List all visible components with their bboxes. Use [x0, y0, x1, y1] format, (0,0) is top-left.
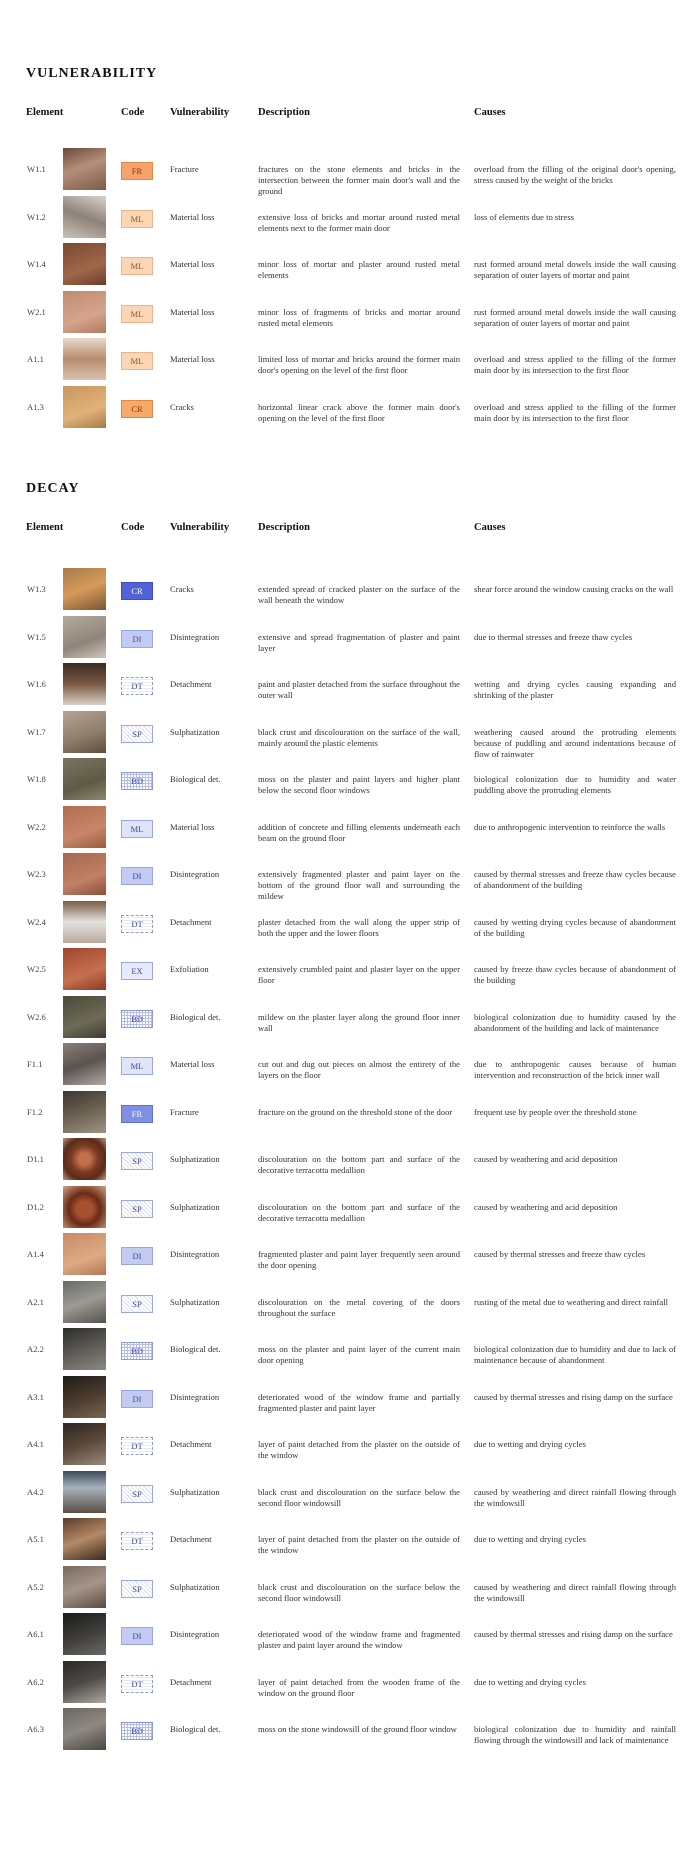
vulnerability-type: Detachment [170, 1676, 212, 1687]
code-badge: DT [121, 915, 153, 933]
element-id: F1.1 [27, 1059, 43, 1069]
vulnerability-type: Material loss [170, 821, 215, 832]
code-badge: BD [121, 1342, 153, 1360]
causes-text: caused by thermal stresses and rising damp on the surface [474, 1629, 673, 1639]
header-vulnerability: Vulnerability [170, 522, 230, 533]
vulnerability-type: Material loss [170, 354, 215, 364]
vulnerability-type: Detachment [170, 1439, 212, 1449]
element-id: W1.2 [27, 211, 46, 222]
code-badge: SP [121, 1152, 153, 1170]
causes-text: weathering caused around the protruding elements because of puddling and around indentations because of flow of rainwater [474, 726, 676, 759]
code-badge: DI [121, 1247, 153, 1265]
table-row [0, 1328, 697, 1374]
element-photo [63, 1281, 106, 1323]
causes-text: rust formed around metal dowels inside the wall causing separation of outer layers of mortar and paint [474, 259, 676, 280]
table-row [0, 901, 697, 947]
description-text: limited loss of mortar and bricks around the former main door's opening on the level of the first floor [258, 354, 460, 375]
element-id: W2.2 [27, 821, 46, 832]
vulnerability-type: Fracture [170, 1106, 199, 1117]
code-badge: DI [121, 1627, 153, 1645]
table-row [0, 243, 697, 289]
causes-text: caused by weathering and direct rainfall flowing through the windowsill [474, 1581, 676, 1603]
element-photo [63, 196, 106, 238]
header-description: Description [258, 107, 310, 118]
description-text: moss on the plaster and paint layers and higher plant below the second floor windows [258, 774, 460, 795]
header-description: Description [258, 522, 310, 533]
description-text: paint and plaster detached from the surface throughout the outer wall [258, 679, 460, 700]
table-row [0, 1423, 697, 1469]
element-photo [63, 948, 106, 990]
causes-text: biological colonization due to humidity caused by the abandonment of the building and lack of maintenance [474, 1011, 676, 1033]
element-photo [63, 901, 106, 943]
table-row [0, 1518, 697, 1564]
description-text: extended spread of cracked plaster on the surface of the wall beneath the window [258, 584, 460, 605]
element-photo [63, 1233, 106, 1275]
vulnerability-type: Cracks [170, 401, 194, 412]
vulnerability-type: Sulphatization [170, 726, 220, 737]
code-badge: SP [121, 725, 153, 743]
element-id: A3.1 [27, 1391, 44, 1402]
code-badge: CR [121, 582, 153, 600]
causes-text: biological colonization due to humidity and rainfall flowing through the windowsill and lack of maintenance [474, 1724, 676, 1745]
header-code: Code [121, 522, 145, 533]
causes-text: caused by thermal stresses and rising damp on the surface [474, 1391, 673, 1402]
header-vulnerability: Vulnerability [170, 107, 230, 118]
causes-text: caused by weathering and acid deposition [474, 1201, 618, 1212]
vulnerability-type: Cracks [170, 584, 194, 594]
table-row [0, 1471, 697, 1517]
element-id: W2.1 [27, 306, 46, 317]
description-text: discolouration on the metal covering of the doors throughout the surface [258, 1296, 460, 1318]
vulnerability-type: Disintegration [170, 1629, 220, 1639]
causes-text: caused by thermal stresses and freeze thaw cycles because of abandonment of the building [474, 869, 676, 890]
element-photo [63, 243, 106, 285]
vulnerability-type: Material loss [170, 1059, 215, 1069]
element-photo [63, 148, 106, 190]
element-photo [63, 1186, 106, 1228]
element-id: W2.3 [27, 869, 46, 879]
causes-text: due to anthropogenic causes because of human intervention and reconstruction of the brick inner wall [474, 1059, 676, 1080]
vulnerability-type: Sulphatization [170, 1581, 220, 1592]
element-id: A4.1 [27, 1439, 44, 1449]
vulnerability-type: Sulphatization [170, 1486, 220, 1497]
description-text: layer of paint detached from the wooden frame of the window on the ground floor [258, 1676, 460, 1698]
vulnerability-type: Detachment [170, 679, 212, 689]
element-photo [63, 1518, 106, 1560]
description-text: discolouration on the bottom part and surface of the decorative terracotta medallion [258, 1154, 460, 1175]
description-text: black crust and discolouration on the surface of the wall, mainly around the plastic elements [258, 726, 460, 748]
vulnerability-type: Biological det. [170, 1344, 221, 1354]
code-badge: DI [121, 1390, 153, 1408]
element-photo [63, 1708, 106, 1750]
decay-title: DECAY [26, 481, 80, 496]
vulnerability-type: Disintegration [170, 1391, 220, 1402]
table-row [0, 663, 697, 709]
code-badge: ML [121, 305, 153, 323]
table-row [0, 1376, 697, 1422]
element-id: D1.1 [27, 1154, 44, 1164]
element-id: A1.1 [27, 354, 44, 364]
vulnerability-type: Biological det. [170, 1011, 221, 1022]
element-photo [63, 1566, 106, 1608]
vulnerability-type: Disintegration [170, 631, 220, 642]
element-id: A6.1 [27, 1629, 44, 1639]
code-badge: DT [121, 1532, 153, 1550]
description-text: extensive loss of bricks and mortar around rusted metal elements next to the former main door [258, 211, 460, 233]
header-causes: Causes [474, 522, 506, 533]
vulnerability-type: Sulphatization [170, 1201, 220, 1212]
vulnerability-type: Fracture [170, 164, 199, 174]
element-photo [63, 1091, 106, 1133]
causes-text: caused by thermal stresses and freeze thaw cycles [474, 1249, 646, 1259]
element-photo [63, 853, 106, 895]
element-photo [63, 1043, 106, 1085]
element-photo [63, 1138, 106, 1180]
vulnerability-type: Material loss [170, 306, 215, 317]
code-badge: ML [121, 210, 153, 228]
header-code: Code [121, 107, 145, 118]
element-id: A5.1 [27, 1534, 44, 1544]
element-photo [63, 1376, 106, 1418]
causes-text: caused by weathering and acid deposition [474, 1154, 618, 1164]
vulnerability-type: Detachment [170, 916, 212, 927]
header-causes: Causes [474, 107, 506, 118]
code-badge: DT [121, 1437, 153, 1455]
code-badge: SP [121, 1200, 153, 1218]
description-text: plaster detached from the wall along the upper strip of both the upper and the lower floors [258, 916, 460, 938]
element-photo [63, 291, 106, 333]
code-badge: DI [121, 630, 153, 648]
vulnerability-type: Exfoliation [170, 964, 209, 974]
element-id: D1.2 [27, 1201, 44, 1212]
vulnerability-type: Sulphatization [170, 1296, 220, 1307]
code-badge: SP [121, 1580, 153, 1598]
table-row [0, 291, 697, 337]
element-id: W1.7 [27, 726, 46, 737]
vulnerability-type: Disintegration [170, 869, 220, 879]
causes-text: rusting of the metal due to weathering and direct rainfall [474, 1296, 669, 1307]
vulnerability-type: Disintegration [170, 1249, 220, 1259]
causes-text: rust formed around metal dowels inside the wall causing separation of outer layers of mortar and paint [474, 306, 676, 328]
vulnerability-type: Sulphatization [170, 1154, 220, 1164]
table-row [0, 148, 697, 194]
element-id: A6.2 [27, 1676, 44, 1687]
description-text: moss on the stone windowsill of the ground floor window [258, 1724, 457, 1734]
code-badge: ML [121, 820, 153, 838]
table-row [0, 711, 697, 757]
element-photo [63, 1661, 106, 1703]
vulnerability-type: Material loss [170, 211, 215, 222]
code-badge: BD [121, 1010, 153, 1028]
description-text: extensively crumbled paint and plaster layer on the upper floor [258, 964, 460, 985]
description-text: fragmented plaster and paint layer frequently seen around the door opening [258, 1249, 460, 1270]
element-photo [63, 758, 106, 800]
element-id: W1.5 [27, 631, 46, 642]
causes-text: due to wetting and drying cycles [474, 1439, 586, 1449]
element-photo [63, 711, 106, 753]
code-badge: EX [121, 962, 153, 980]
element-photo [63, 996, 106, 1038]
description-text: deteriorated wood of the window frame and fragmented plaster and paint layer around the window [258, 1629, 460, 1650]
element-id: W1.8 [27, 774, 46, 784]
description-text: black crust and discolouration on the surface below the second floor windowsill [258, 1581, 460, 1603]
description-text: layer of paint detached from the plaster on the outside of the window [258, 1534, 460, 1555]
table-row [0, 758, 697, 804]
element-id: W2.4 [27, 916, 46, 927]
causes-text: due to thermal stresses and freeze thaw cycles [474, 631, 633, 642]
description-text: deteriorated wood of the window frame and partially fragmented plaster and paint layer [258, 1391, 460, 1413]
causes-text: caused by weathering and direct rainfall flowing through the windowsill [474, 1486, 676, 1508]
causes-text: overload and stress applied to the filling of the former main door by its intersection to the first floor [474, 354, 676, 375]
element-photo [63, 386, 106, 428]
code-badge: ML [121, 1057, 153, 1075]
causes-text: due to wetting and drying cycles [474, 1534, 586, 1544]
vulnerability-type: Biological det. [170, 774, 221, 784]
causes-text: wetting and drying cycles causing expanding and shrinking of the plaster [474, 679, 676, 700]
description-text: moss on the plaster and paint layer of the current main door opening [258, 1344, 460, 1365]
causes-text: due to anthropogenic intervention to reinforce the walls [474, 821, 666, 832]
table-row [0, 853, 697, 899]
causes-text: shear force around the window causing cracks on the wall [474, 584, 674, 594]
description-text: layer of paint detached from the plaster on the outside of the window [258, 1439, 460, 1460]
element-id: A2.1 [27, 1296, 44, 1307]
description-text: cut out and dug out pieces on almost the entirety of the layers on the floor [258, 1059, 460, 1080]
element-id: W1.1 [27, 164, 46, 174]
table-row [0, 1043, 697, 1089]
code-badge: DT [121, 677, 153, 695]
description-text: mildew on the plaster layer along the ground floor inner wall [258, 1011, 460, 1033]
element-id: W2.6 [27, 1011, 46, 1022]
element-id: A1.3 [27, 401, 44, 412]
element-photo [63, 1423, 106, 1465]
code-badge: FR [121, 162, 153, 180]
table-row [0, 1613, 697, 1659]
element-photo [63, 663, 106, 705]
table-row [0, 1138, 697, 1184]
element-photo [63, 1471, 106, 1513]
vulnerability-title: VULNERABILITY [26, 66, 158, 81]
description-text: addition of concrete and filling elements underneath each beam on the ground floor [258, 821, 460, 843]
code-badge: DI [121, 867, 153, 885]
element-id: F1.2 [27, 1106, 43, 1117]
description-text: fractures on the stone elements and bricks in the intersection between the former main door's wall and the ground [258, 164, 460, 196]
element-id: W2.5 [27, 964, 46, 974]
code-badge: FR [121, 1105, 153, 1123]
table-row [0, 616, 697, 662]
code-badge: BD [121, 772, 153, 790]
vulnerability-type: Biological det. [170, 1724, 221, 1734]
element-id: A2.2 [27, 1344, 44, 1354]
table-row [0, 1708, 697, 1754]
code-badge: SP [121, 1485, 153, 1503]
element-photo [63, 806, 106, 848]
causes-text: loss of elements due to stress [474, 211, 575, 222]
causes-text: caused by wetting drying cycles because of abandonment of the building [474, 916, 676, 938]
table-row [0, 386, 697, 432]
element-photo [63, 616, 106, 658]
description-text: minor loss of fragments of bricks and mortar around rusted metal elements [258, 306, 460, 328]
code-badge: ML [121, 352, 153, 370]
element-id: A1.4 [27, 1249, 44, 1259]
header-element: Element [26, 107, 64, 118]
table-row [0, 996, 697, 1042]
causes-text: caused by freeze thaw cycles because of abandonment of the building [474, 964, 676, 985]
description-text: extensive and spread fragmentation of plaster and paint layer [258, 631, 460, 653]
table-row [0, 196, 697, 242]
element-photo [63, 1328, 106, 1370]
code-badge: BD [121, 1722, 153, 1740]
code-badge: CR [121, 400, 153, 418]
description-text: extensively fragmented plaster and paint layer on the bottom of the ground floor wall and surrounding the mildew [258, 869, 460, 901]
causes-text: biological colonization due to humidity and water puddling above the protruding elements [474, 774, 676, 795]
element-photo [63, 1613, 106, 1655]
table-row [0, 338, 697, 384]
causes-text: overload from the filling of the original door's opening, stress caused by the weight of the bricks [474, 164, 676, 185]
element-id: W1.6 [27, 679, 46, 689]
table-row [0, 1233, 697, 1279]
causes-text: due to wetting and drying cycles [474, 1676, 586, 1687]
table-row [0, 806, 697, 852]
element-id: A4.2 [27, 1486, 44, 1497]
code-badge: DT [121, 1675, 153, 1693]
code-badge: SP [121, 1295, 153, 1313]
element-id: W1.4 [27, 259, 46, 269]
description-text: horizontal linear crack above the former main door's opening on the level of the first floor [258, 401, 460, 423]
description-text: discolouration on the bottom part and surface of the decorative terracotta medallion [258, 1201, 460, 1223]
vulnerability-type: Material loss [170, 259, 215, 269]
table-row [0, 948, 697, 994]
causes-text: biological colonization due to humidity and due to lack of maintenance because of abandonment [474, 1344, 676, 1365]
table-row [0, 1091, 697, 1137]
header-element: Element [26, 522, 64, 533]
description-text: fracture on the ground on the threshold stone of the door [258, 1106, 453, 1117]
element-id: A5.2 [27, 1581, 44, 1592]
vulnerability-type: Detachment [170, 1534, 212, 1544]
element-photo [63, 338, 106, 380]
table-row [0, 1281, 697, 1327]
table-row [0, 568, 697, 614]
causes-text: overload and stress applied to the filling of the former main door by its intersection to the first floor [474, 401, 676, 423]
element-id: W1.3 [27, 584, 46, 594]
code-badge: ML [121, 257, 153, 275]
element-id: A6.3 [27, 1724, 44, 1734]
description-text: minor loss of mortar and plaster around rusted metal elements [258, 259, 460, 280]
causes-text: frequent use by people over the threshold stone [474, 1106, 637, 1117]
description-text: black crust and discolouration on the surface below the second floor windowsill [258, 1486, 460, 1508]
table-row [0, 1661, 697, 1707]
table-row [0, 1566, 697, 1612]
table-row [0, 1186, 697, 1232]
element-photo [63, 568, 106, 610]
